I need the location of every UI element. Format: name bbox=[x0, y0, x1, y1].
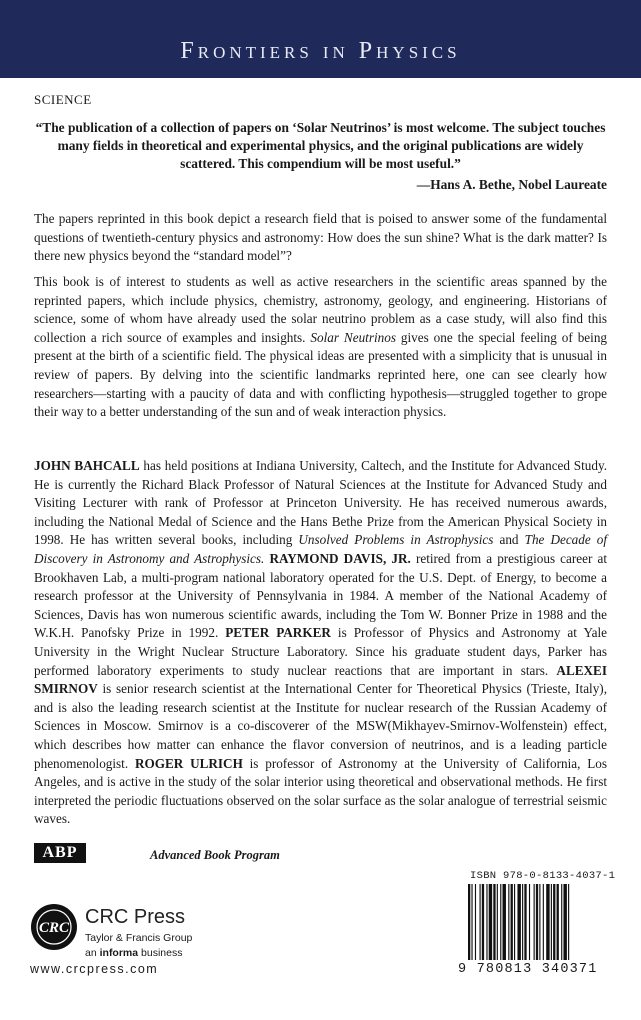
barcode-digits: 9 780813 340371 bbox=[458, 962, 598, 977]
informa-prefix: an bbox=[85, 947, 97, 959]
author-smirnov: ALEXEI SMIRNOV bbox=[34, 662, 607, 697]
crc-logo-text: CRC bbox=[38, 920, 70, 936]
barcode-bar bbox=[482, 884, 484, 960]
barcode-bar bbox=[536, 884, 538, 960]
barcode-bar bbox=[493, 884, 495, 960]
audience-paragraph bbox=[34, 273, 607, 422]
author-ulrich: ROGER ULRICH bbox=[134, 755, 243, 771]
isbn-label: ISBN 978-0-8133-4037-1 bbox=[470, 870, 616, 882]
barcode-bar bbox=[534, 884, 535, 960]
author-parker: PETER PARKER bbox=[225, 625, 331, 641]
bio-davis: retired from a prestigious career at Brookhaven Lab, a multi-program national laboratory operated for the U.S. Dept. of Energy, to become a research professor at the University of Pennsylvania in 1984. A member of the National Academy of Sciences, Davis has won numerous scientific awards, including the Tom W. Bonner Prize in 1988 and the W.K.H. Panofsky Prize in 1992. bbox=[34, 550, 608, 641]
abp-label: Advanced Book Program bbox=[150, 848, 280, 862]
barcode-bar bbox=[551, 884, 552, 960]
barcode-bar bbox=[524, 884, 526, 960]
barcode-bar bbox=[546, 884, 549, 960]
bio-bahcall: has held positions at Indiana University, Caltech, and the Institute for Advanced Study. He is currently the Richard Black Professor of Natural Sciences at the Institute for Advanced Study and Visiting Lecturer with rank of Professor at Princeton University. He has received numerous awards, including the National Medal of Science and the Hans Bethe Prize from the American Physical Society in 1998. He has written several books, including bbox=[34, 458, 607, 548]
barcode-bar bbox=[553, 884, 555, 960]
book-unsolved-problems: Unsolved Problems in Astrophysics bbox=[298, 532, 494, 548]
bio-parker: is Professor of Physics and Astronomy at Yale University in the Wright Nuclear Structure Laboratory. Since his graduate student days, Parker has performed laboratory experiments to study nuclear reactions that are important in stars. bbox=[34, 625, 608, 678]
barcode-bar bbox=[468, 884, 470, 960]
category-label: SCIENCE bbox=[34, 92, 92, 107]
barcode-bar bbox=[511, 884, 513, 960]
barcode-bar bbox=[539, 884, 540, 960]
audience-text-b: gives one the special feeling of being present at the birth of a scientific field. The physical ideas are presented with a simplicity that is unusual in review of papers. By delving into the scientific landmarks reprinted here, one can see clearly how researchers—starting with a paucity of data and with conflicting hypothesis—struggled together to grope their way to a better understanding of the sun and of weak interaction physics. bbox=[34, 329, 608, 420]
barcode-bar bbox=[503, 884, 506, 960]
book-title-solar-neutrinos: Solar Neutrinos bbox=[310, 329, 396, 345]
barcode-bar bbox=[475, 884, 476, 960]
series-title: Frontiers in Physics bbox=[180, 38, 461, 64]
barcode-bar bbox=[561, 884, 562, 960]
author-davis: RAYMOND DAVIS, JR. bbox=[269, 550, 411, 566]
barcode-bar bbox=[489, 884, 492, 960]
author-bios bbox=[34, 457, 607, 829]
book-decade-of-discovery: The Decade of Discovery in Astronomy and Astrophysics. bbox=[34, 532, 608, 566]
cover-banner bbox=[0, 0, 641, 78]
barcode-bar bbox=[500, 884, 501, 960]
endorsement-quote: “The publication of a collection of papers on ‘Solar Neutrinos’ is most welcome. The subject touches many fields in theoretical and experimental physics, and the original publications are widely scattered. This compendium will be most useful.” bbox=[35, 120, 606, 171]
publisher-informa bbox=[85, 947, 183, 959]
informa-suffix: business bbox=[141, 947, 183, 959]
quote-attribution: —Hans A. Bethe, Nobel Laureate bbox=[416, 177, 607, 192]
abp-logo: ABP bbox=[34, 843, 86, 863]
bio-smirnov: is senior research scientist at the International Center for Theoretical Physics (Trieste, Italy), and is also the leading research scientist at the Institute for nuclear research of the Russian Academy of Sciences in Moscow. Smirnov is a co-discoverer of the MSW(Mikhayev-Smirnov-Wolfenstein) effect, which describes how matter can enhance the flavor conversion of neutrinos, and is a leading particle phenomenologist. bbox=[34, 681, 607, 771]
barcode-bar bbox=[486, 884, 487, 960]
author-bahcall: JOHN BAHCALL bbox=[34, 458, 140, 473]
bio-ulrich: is professor of Astronomy at the University of California, Los Angeles, and is active in the study of the solar interior using theoretical and observational methods. He first interpreted the periodic fluctuations observed on the solar surface as the solar analogue of terrestrial seismic waves. bbox=[34, 755, 608, 827]
barcode-graphic bbox=[466, 884, 606, 960]
barcode-bar bbox=[517, 884, 520, 960]
barcode-bar bbox=[543, 884, 544, 960]
barcode-bar bbox=[522, 884, 523, 960]
publisher-url: www.crcpress.com bbox=[30, 962, 159, 976]
conjunction-and: and bbox=[499, 532, 519, 548]
barcode-bar bbox=[471, 884, 472, 960]
barcode-bar bbox=[497, 884, 498, 960]
barcode-bar bbox=[568, 884, 569, 960]
barcode-bar bbox=[563, 884, 566, 960]
publisher-name: CRC Press bbox=[85, 906, 186, 928]
crc-logo-icon bbox=[30, 903, 78, 951]
audience-text-a: This book is of interest to students as well as active researchers in the scientific areas spanned by the reprinted papers, which include physics, chemistry, astronomy, geology, and engineering. Historians of science, some of whom have already used the solar neutrino problem as a case study, will also find this collection a rich source of examples and insights. bbox=[34, 274, 607, 345]
barcode-bar bbox=[529, 884, 530, 960]
barcode-bar bbox=[480, 884, 481, 960]
informa-brand: informa bbox=[99, 947, 139, 959]
publisher-group: Taylor & Francis Group bbox=[85, 932, 193, 944]
intro-paragraph: The papers reprinted in this book depict a research field that is poised to answer some of the fundamental questions of twentieth-century physics and astronomy: How does the sun shine? What is the dark matter? Is there new physics beyond the “standard model”? bbox=[34, 211, 607, 264]
barcode-bar bbox=[508, 884, 509, 960]
barcode-bar bbox=[514, 884, 515, 960]
barcode-bar bbox=[557, 884, 559, 960]
